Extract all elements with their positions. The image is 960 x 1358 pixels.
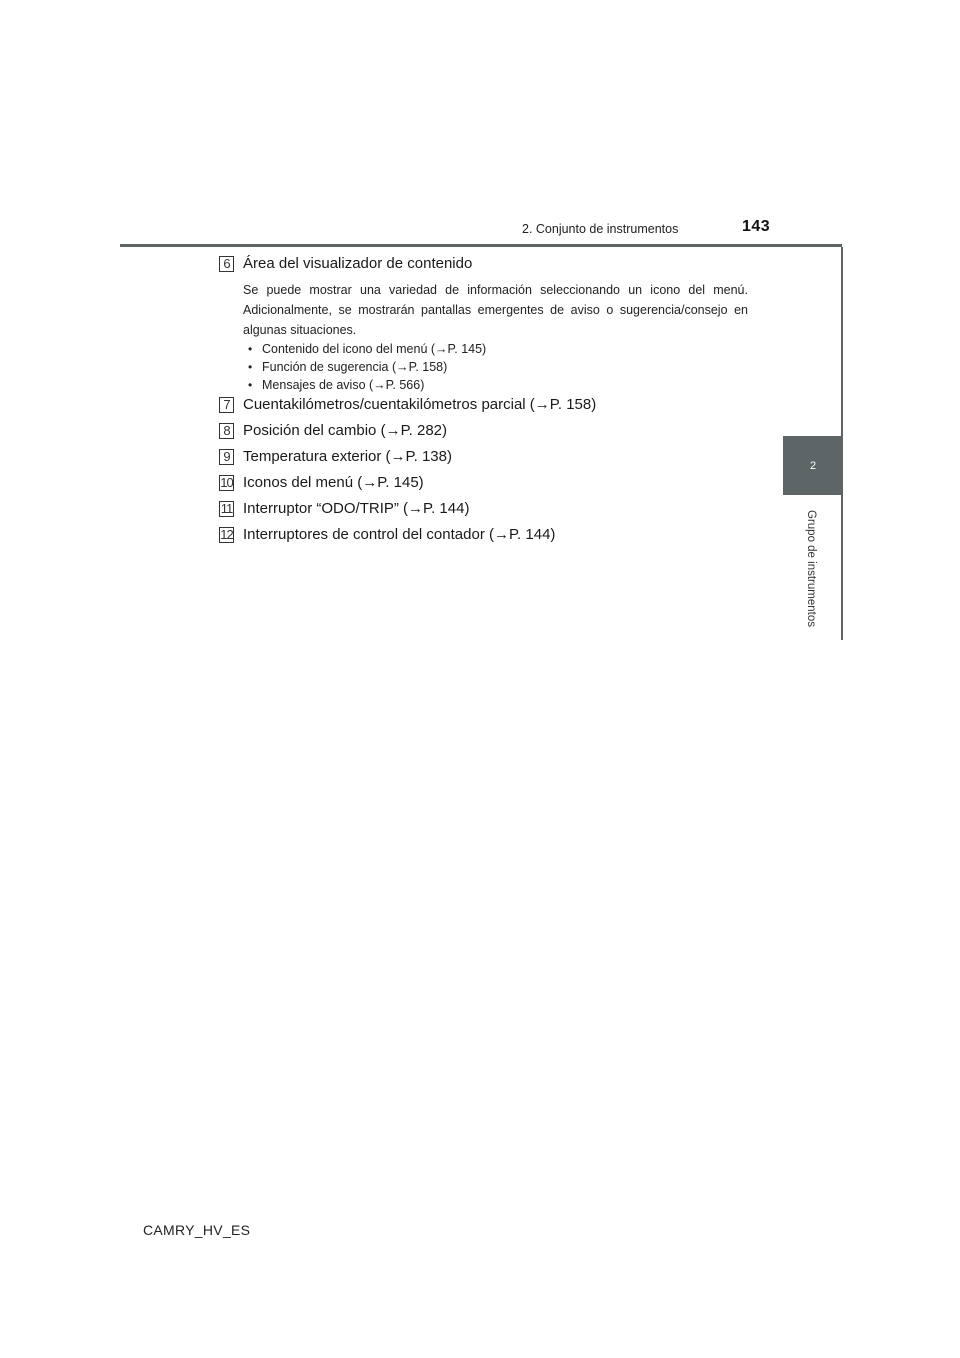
chapter-tab-number: 2 [809,459,817,472]
bullet-list [248,340,486,394]
bullet-text: Función de sugerencia (→P. 158) [262,360,448,374]
item-label: Interruptores de control del contador (→P. 144) [243,526,556,543]
list-item[interactable] [219,422,447,439]
item-label: Posición del cambio (→P. 282) [243,422,447,439]
bullet-item[interactable] [248,376,486,394]
item-number-badge: 10 [220,475,233,490]
item-number-badge: 7 [219,397,234,413]
bullet-item[interactable] [248,340,486,358]
bullet-text: Contenido del icono del menú (→P. 145) [262,342,487,356]
chapter-tab[interactable] [783,436,843,495]
item-label: Iconos del menú (→P. 145) [243,474,424,491]
item-number-badge: 8 [219,423,234,439]
item-label: Interruptor “ODO/TRIP” (→P. 144) [243,500,470,517]
list-item [219,255,472,272]
bullet-text: Mensajes de aviso (→P. 566) [262,378,425,392]
list-item[interactable] [219,474,424,491]
item-number-badge: 12 [220,527,233,542]
list-item[interactable] [219,396,596,413]
item-number-badge: 9 [219,449,234,465]
section-header-title: 2. Conjunto de instrumentos [522,222,679,236]
list-item[interactable] [219,500,469,517]
list-item[interactable] [219,526,555,543]
chapter-tab-label: Grupo de instrumentos [805,510,817,627]
list-item[interactable] [219,448,452,465]
item-number-badge: 6 [219,256,234,272]
page-number: 143 [742,218,771,235]
item-label: Cuentakilómetros/cuentakilómetros parcial (→P. 158) [243,396,597,413]
item-label: Temperatura exterior (→P. 138) [243,448,452,465]
bullet-dot-icon: • [248,342,253,356]
item-label: Área del visualizador de contenido [243,255,473,272]
bullet-dot-icon: • [248,360,253,374]
item-description: Se puede mostrar una variedad de información seleccionando un icono del menú. Adicionalmente, se mostrarán pantallas emergentes de aviso o sugerencia/consejo en algunas situaciones. [243,283,748,337]
item-number-badge: 11 [220,501,233,516]
bullet-dot-icon: • [248,378,253,392]
bullet-item[interactable] [248,358,486,376]
header-rule [120,244,842,247]
document-code: CAMRY_HV_ES [143,1222,251,1238]
